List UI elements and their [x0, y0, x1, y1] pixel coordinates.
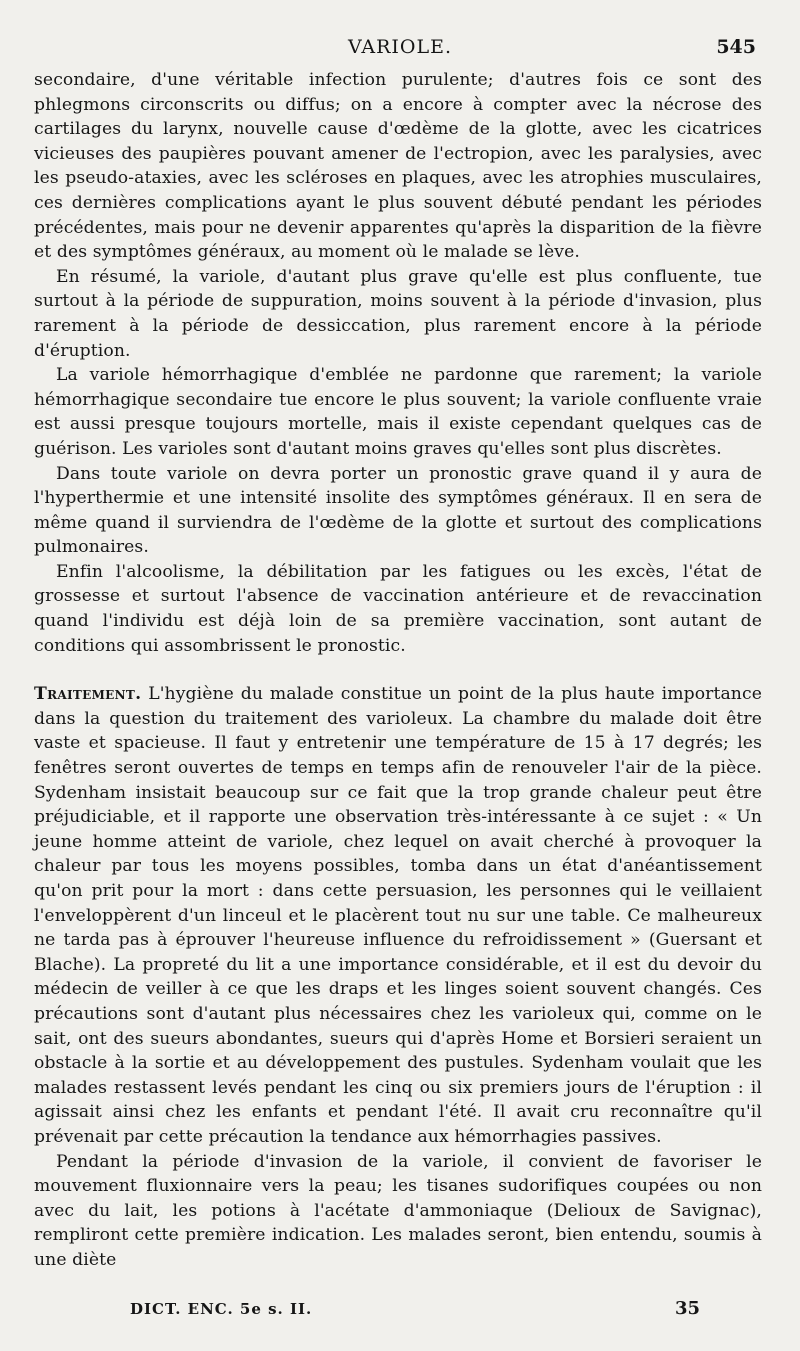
traitement-text: L'hygiène du malade constitue un point de la plus haute importance dans la question du traitement des varioleux. La chambre du malade doit être vaste et spacieuse. Il faut y entretenir une température de 15 à 17 degrés; les fenêtres seront ouvertes de temps en temps afin de renouveler l'air de la pièce. Sydenham insistait beaucoup sur ce fait que la trop grande chaleur peut être préjudiciable, et il rapporte une observation très-intéressante à ce sujet : « Un jeune homme atteint de variole, chez lequel on avait cherché à provoquer la chaleur par tous les moyens possibles, tomba dans un état d'anéantissement qu'on prit pour la mort : dans cette persuasion, les personnes qui le veillaient l'enveloppèrent d'un linceul et le placèrent tout nu sur une table. Ce malheureux ne tarda pas à éprouver l'heureuse influence du refroidissement » (Guersant et Blache). La propreté du lit a une importance considérable, et il est du devoir du médecin de veiller à ce que les draps et les linges soient souvent changés. Ces précautions sont d'autant plus nécessaires chez les varioleux qui, comme on le sait, ont des sueurs abondantes, sueurs qui d'après Home et Borsieri seraient un obstacle à la sortie et au développement des pustules. Sydenham voulait que les malades restassent levés pendant les cinq ou six premiers jours de l'éruption : il agissait ainsi chez les enfants et pendant l'été. Il avait cru reconnaître qu'il prévenait par cette précaution la tendance aux hémorrhagies passives.: [34, 684, 762, 1147]
sheet-number: 35: [674, 1298, 700, 1319]
paragraph: Enfin l'alcoolisme, la débilitation par les fatigues ou les excès, l'état de grossesse et surtout l'absence de vaccination antérieure et de revaccination quand l'individu est déjà loin de sa première vaccination, sont autant de conditions qui assombrissent le pronostic.: [34, 561, 762, 656]
page-header: [40, 36, 760, 66]
paragraph: Dans toute variole on devra porter un pronostic grave quand il y aura de l'hyperthermie et une intensité insolite des symptômes généraux. Il en sera de même quand il surviendra de l'œdème de la glotte et surtout des complications pulmonaires.: [34, 463, 762, 558]
paragraph: Pendant la période d'invasion de la variole, il convient de favoriser le mouvement fluxionnaire vers la peau; les tisanes sudorifiques coupées ou non avec du lait, les potions à l'acétate d'ammoniaque (Delioux de Savignac), rempliront cette première indication. Les malades seront, bien entendu, soumis à une diète: [34, 1151, 762, 1270]
page-footer: [40, 1300, 760, 1328]
paragraph: La variole hémorrhagique d'emblée ne pardonne que rarement; la variole hémorrhagique secondaire tue encore le plus souvent; la variole confluente vraie est aussi presque toujours mortelle, mais il existe cependant quelques cas de guérison. Les varioles sont d'autant moins graves qu'elles sont plus discrètes.: [34, 365, 762, 459]
paragraph: secondaire, d'une véritable infection purulente; d'autres fois ce sont des phlegmons circonscrits ou diffus; on a encore à compter avec la nécrose des cartilages du larynx, nouvelle cause d'œdème de la glotte, avec les cicatrices vicieuses des paupières pouvant amener de l'ectropion, avec les paralysies, avec les pseudo-ataxies, avec les scléroses en plaques, avec les atrophies musculaires, ces dernières complications ayant le plus souvent débuté pendant les périodes précédentes, mais pour ne devenir apparentes qu'après la disparition de la fièvre et des symptômes généraux, au moment où le malade se lève.: [34, 70, 762, 263]
traitement-paragraph: [34, 682, 762, 1149]
section-heading: Traitement.: [34, 684, 142, 705]
page-number: 545: [716, 36, 756, 58]
printer-signature: DICT. ENC. 5e s. II.: [130, 1300, 313, 1318]
paragraph: En résumé, la variole, d'autant plus grave qu'elle est plus confluente, tue surtout à la période de suppuration, moins souvent à la période d'invasion, plus rarement à la période de dessiccation, plus rarement encore à la période d'éruption.: [34, 266, 762, 361]
body-text: [34, 68, 762, 1273]
running-title: VARIOLE.: [347, 36, 453, 58]
